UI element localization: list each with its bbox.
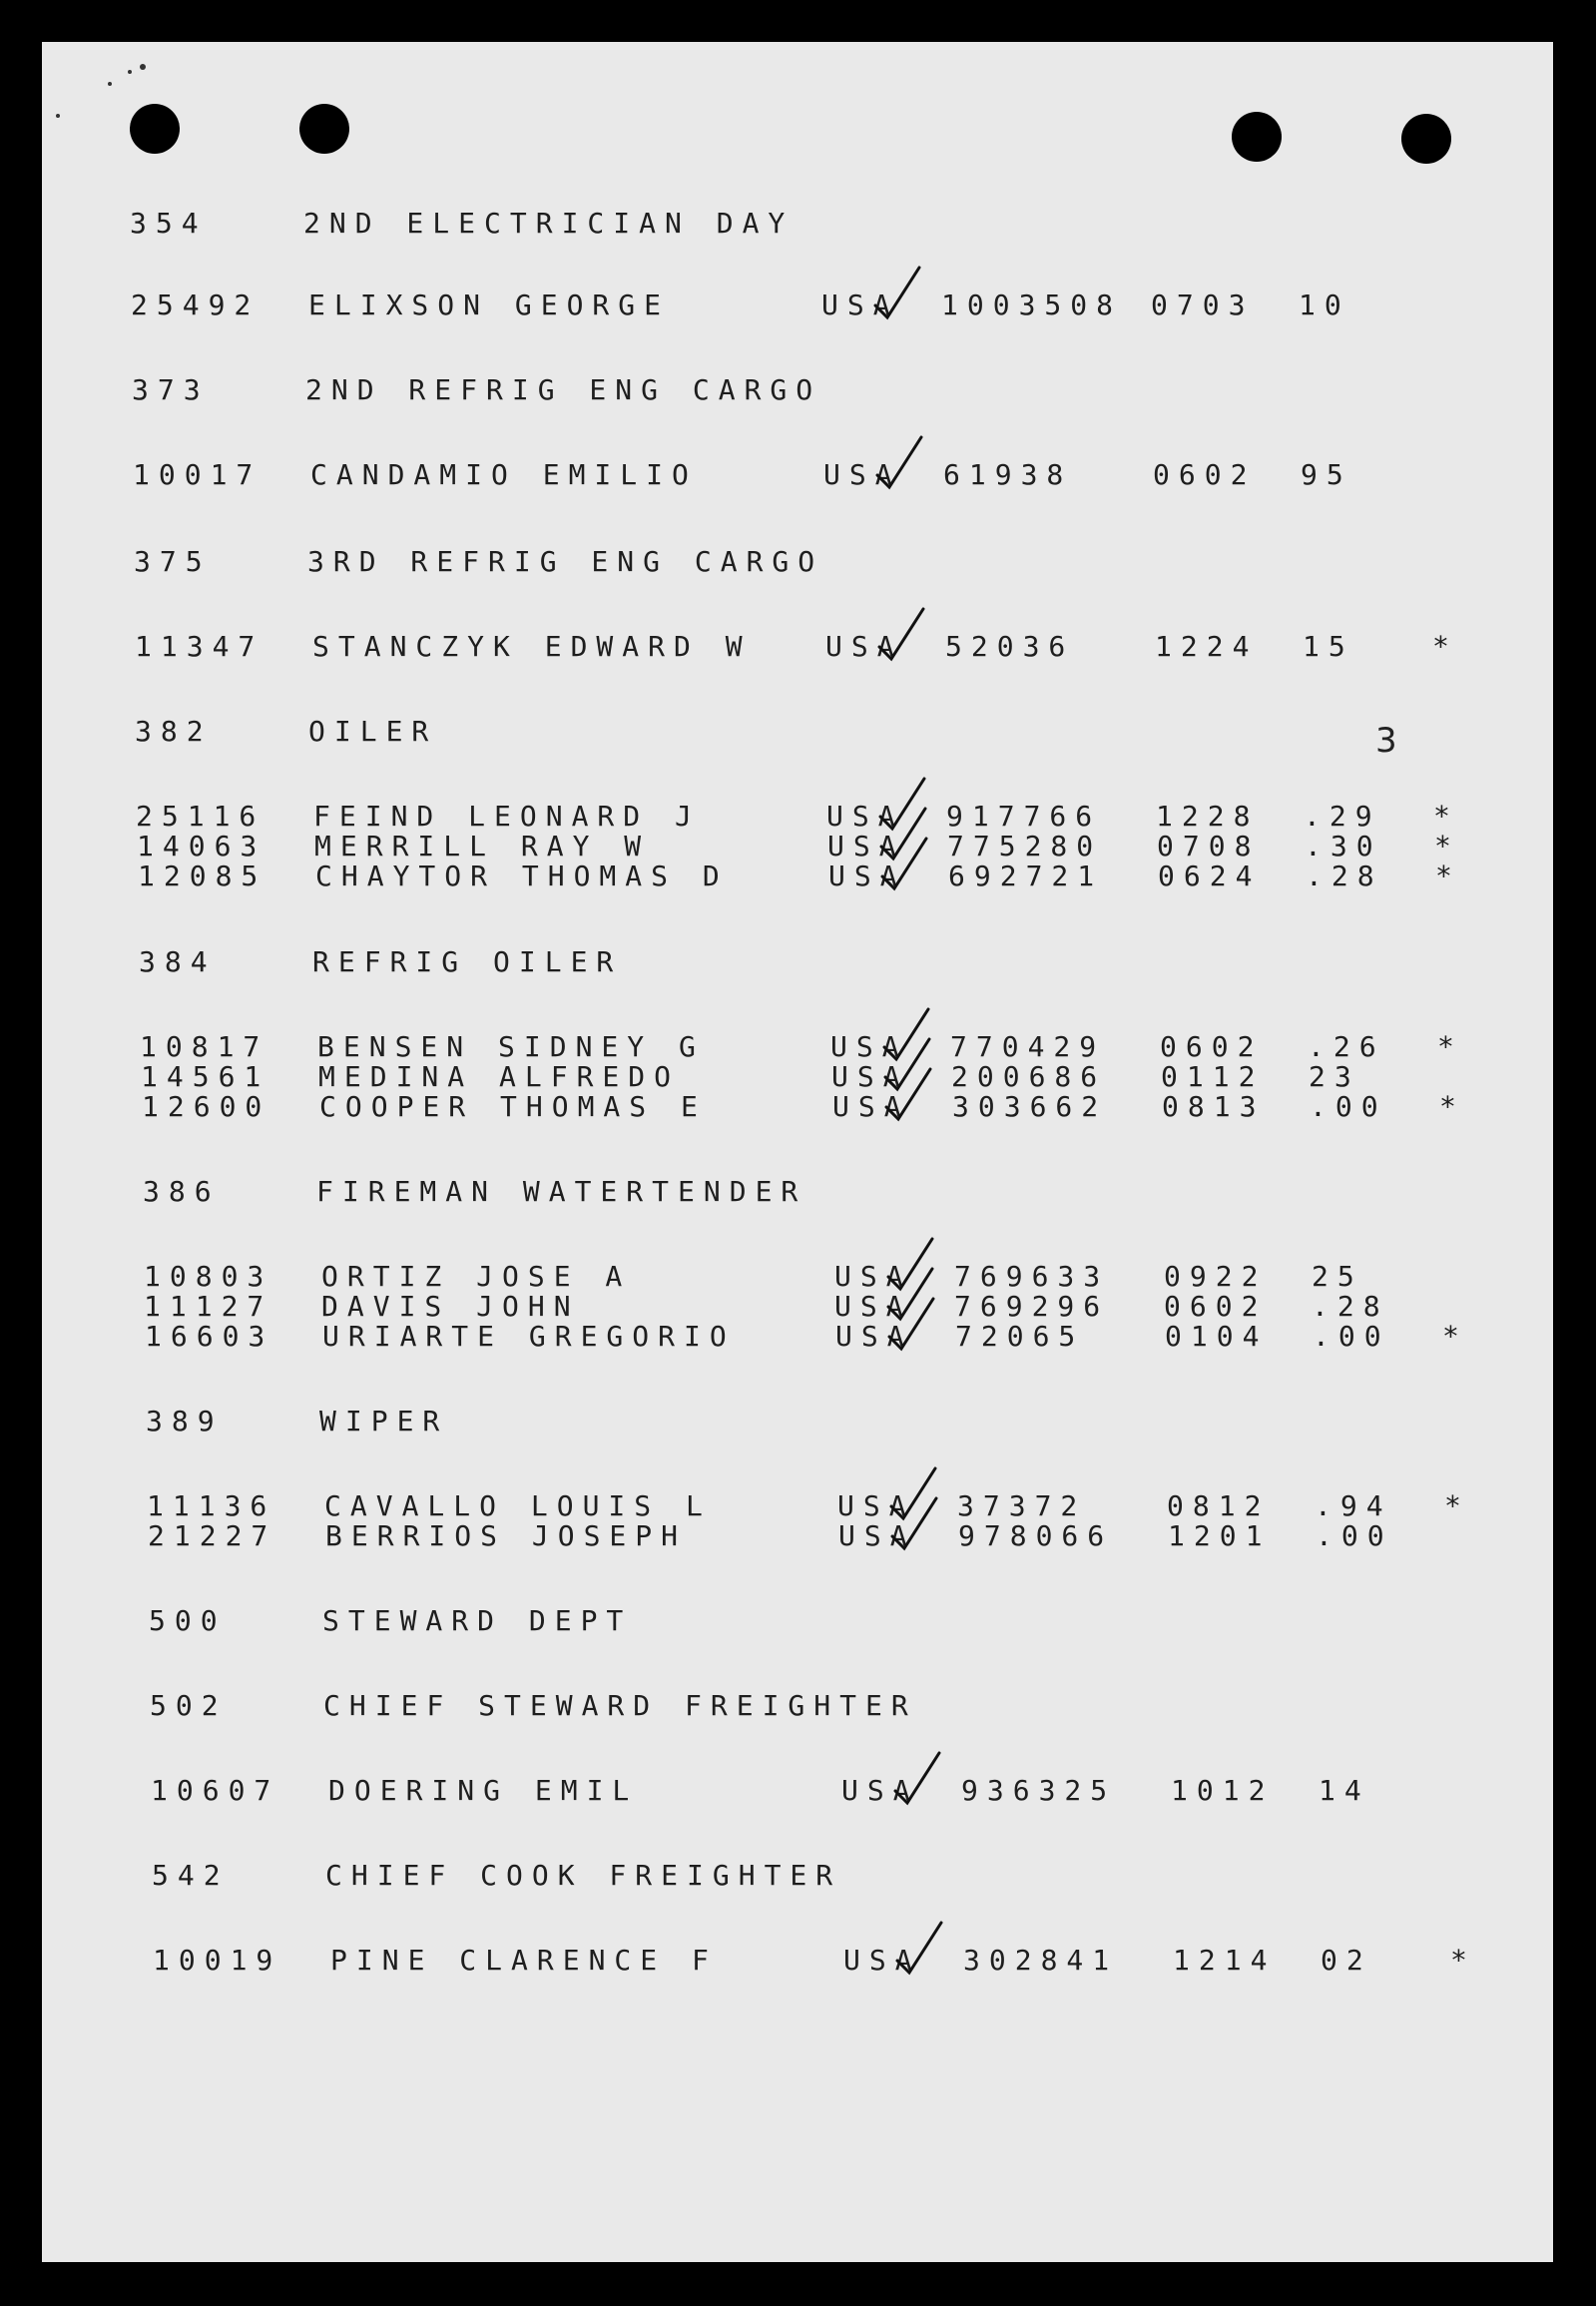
crew-amount: .26 [1308, 1030, 1385, 1063]
crew-amount: .00 [1310, 1090, 1387, 1123]
crew-amount: 10 [1299, 288, 1350, 321]
crew-number: 770429 [950, 1030, 1106, 1063]
section-title: WIPER [319, 1405, 449, 1438]
crew-name: ORTIZ JOSE A [321, 1260, 632, 1293]
crew-id: 16603 [145, 1320, 274, 1353]
crew-id: 11127 [144, 1290, 273, 1323]
crew-id: 12085 [138, 860, 267, 892]
crew-id: 11347 [135, 630, 265, 663]
punch-hole [299, 104, 349, 154]
crew-id: 10607 [151, 1774, 280, 1807]
crew-id: 25116 [136, 800, 266, 833]
crew-citizenship: USA [830, 1030, 908, 1063]
checkmark-icon [891, 1917, 951, 1977]
crew-mark: * [1442, 1320, 1468, 1353]
crew-date: 1214 [1173, 1944, 1277, 1977]
crew-number: 302841 [963, 1944, 1119, 1977]
crew-citizenship: USA [828, 860, 906, 892]
crew-mark: * [1434, 830, 1460, 863]
section-title: REFRIG OILER [312, 945, 623, 978]
crew-amount: 14 [1319, 1774, 1370, 1807]
crew-number: 200686 [951, 1060, 1107, 1093]
section-code: 354 [130, 207, 208, 240]
section-title: CHIEF COOK FREIGHTER [325, 1859, 842, 1892]
crew-citizenship: USA [821, 288, 899, 321]
crew-name: MEDINA ALFREDO [318, 1060, 681, 1093]
crew-id: 11136 [147, 1489, 276, 1522]
crew-date: 0812 [1167, 1489, 1271, 1522]
crew-citizenship: USA [823, 458, 901, 491]
section-title: CHIEF STEWARD FREIGHTER [323, 1689, 917, 1722]
crew-date: 0602 [1164, 1290, 1268, 1323]
crew-number: 1003508 [941, 288, 1123, 321]
section-title: STEWARD DEPT [322, 1604, 633, 1637]
crew-date: 0104 [1165, 1320, 1269, 1353]
crew-date: 0624 [1158, 860, 1262, 892]
crew-id: 12600 [142, 1090, 271, 1123]
crew-name: ELIXSON GEORGE [308, 288, 671, 321]
section-code: 384 [139, 945, 217, 978]
section-code: 386 [143, 1175, 221, 1208]
crew-name: PINE CLARENCE F [330, 1944, 718, 1977]
crew-citizenship: USA [841, 1774, 919, 1807]
section-code: 373 [132, 373, 210, 406]
crew-number: 37372 [957, 1489, 1087, 1522]
crew-citizenship: USA [831, 1060, 909, 1093]
crew-number: 72065 [955, 1320, 1085, 1353]
crew-date: 1224 [1155, 630, 1259, 663]
crew-citizenship: USA [826, 800, 904, 833]
crew-amount: 02 [1321, 1944, 1372, 1977]
crew-amount: 15 [1303, 630, 1354, 663]
crew-date: 0922 [1164, 1260, 1268, 1293]
crew-name: BENSEN SIDNEY G [317, 1030, 705, 1063]
punch-hole [1232, 112, 1282, 162]
crew-name: BERRIOS JOSEPH [325, 1519, 688, 1552]
crew-number: 52036 [945, 630, 1075, 663]
crew-date: 0703 [1151, 288, 1255, 321]
section-code: 542 [152, 1859, 230, 1892]
crew-name: CAVALLO LOUIS L [324, 1489, 712, 1522]
crew-number: 303662 [952, 1090, 1108, 1123]
crew-mark: * [1439, 1090, 1465, 1123]
crew-name: URIARTE GREGORIO [322, 1320, 736, 1353]
crew-mark: * [1444, 1489, 1470, 1522]
checkmark-icon [876, 833, 936, 892]
crew-name: COOPER THOMAS E [319, 1090, 707, 1123]
crew-amount: .00 [1316, 1519, 1393, 1552]
section-title: 3RD REFRIG ENG CARGO [307, 545, 824, 578]
crew-id: 21227 [148, 1519, 277, 1552]
checkmark-icon [883, 1293, 943, 1353]
document-page [42, 42, 1553, 2262]
crew-name: MERRILL RAY W [314, 830, 651, 863]
crew-citizenship: USA [827, 830, 905, 863]
crew-date: 1228 [1156, 800, 1260, 833]
crew-name: CANDAMIO EMILIO [310, 458, 698, 491]
crew-amount: .28 [1312, 1290, 1389, 1323]
checkmark-icon [871, 431, 931, 491]
section-title: 2ND ELECTRICIAN DAY [303, 207, 795, 240]
crew-citizenship: USA [832, 1090, 910, 1123]
crew-id: 10019 [153, 1944, 282, 1977]
section-code: 500 [149, 1604, 227, 1637]
punch-hole [1401, 114, 1451, 164]
crew-id: 25492 [131, 288, 261, 321]
crew-date: 0813 [1162, 1090, 1266, 1123]
crew-id: 14561 [141, 1060, 270, 1093]
section-title: 2ND REFRIG ENG CARGO [305, 373, 822, 406]
handwritten-page-number: 3 [1375, 721, 1397, 761]
crew-id: 10817 [140, 1030, 269, 1063]
crew-number: 978066 [958, 1519, 1114, 1552]
crew-citizenship: USA [825, 630, 903, 663]
crew-citizenship: USA [835, 1320, 913, 1353]
checkmark-icon [873, 603, 933, 663]
punch-hole [130, 104, 180, 154]
crew-number: 692721 [948, 860, 1104, 892]
crew-amount: .28 [1306, 860, 1383, 892]
crew-number: 936325 [961, 1774, 1117, 1807]
section-code: 502 [150, 1689, 228, 1722]
checkmark-icon [886, 1492, 946, 1552]
crew-mark: * [1435, 860, 1461, 892]
crew-number: 61938 [943, 458, 1073, 491]
crew-id: 10017 [133, 458, 263, 491]
crew-id: 14063 [137, 830, 266, 863]
section-code: 375 [134, 545, 212, 578]
section-title: OILER [308, 715, 438, 748]
crew-date: 0602 [1160, 1030, 1264, 1063]
crew-mark: * [1432, 630, 1458, 663]
crew-amount: 95 [1301, 458, 1352, 491]
section-code: 389 [146, 1405, 224, 1438]
crew-name: STANCZYK EDWARD W [312, 630, 752, 663]
crew-number: 775280 [947, 830, 1103, 863]
crew-mark: * [1433, 800, 1459, 833]
crew-citizenship: USA [834, 1290, 912, 1323]
crew-date: 0112 [1161, 1060, 1265, 1093]
crew-citizenship: USA [838, 1519, 916, 1552]
crew-name: DOERING EMIL [328, 1774, 639, 1807]
crew-amount: 23 [1309, 1060, 1360, 1093]
crew-mark: * [1437, 1030, 1463, 1063]
crew-number: 917766 [946, 800, 1102, 833]
crew-date: 0708 [1157, 830, 1261, 863]
crew-amount: .29 [1304, 800, 1381, 833]
crew-name: DAVIS JOHN [321, 1290, 580, 1323]
crew-date: 1012 [1171, 1774, 1275, 1807]
crew-name: FEIND LEONARD J [313, 800, 701, 833]
crew-date: 0602 [1153, 458, 1257, 491]
crew-citizenship: USA [834, 1260, 912, 1293]
section-code: 382 [135, 715, 213, 748]
crew-date: 1201 [1168, 1519, 1272, 1552]
crew-citizenship: USA [837, 1489, 915, 1522]
crew-number: 769296 [954, 1290, 1110, 1323]
crew-amount: .30 [1305, 830, 1382, 863]
crew-id: 10803 [144, 1260, 273, 1293]
crew-amount: .94 [1315, 1489, 1392, 1522]
checkmark-icon [869, 262, 929, 321]
section-title: FIREMAN WATERTENDER [316, 1175, 807, 1208]
crew-amount: .00 [1313, 1320, 1390, 1353]
crew-name: CHAYTOR THOMAS D [315, 860, 729, 892]
crew-citizenship: USA [843, 1944, 921, 1977]
checkmark-icon [880, 1063, 940, 1123]
crew-mark: * [1450, 1944, 1476, 1977]
crew-amount: 25 [1312, 1260, 1363, 1293]
crew-number: 769633 [954, 1260, 1110, 1293]
checkmark-icon [889, 1747, 949, 1807]
